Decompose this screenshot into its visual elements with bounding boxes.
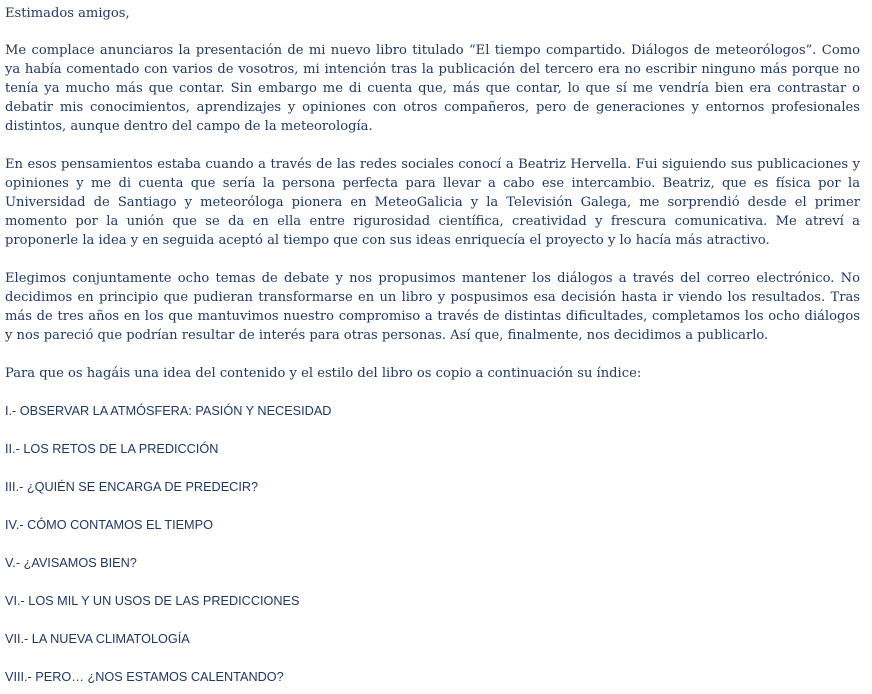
toc-item-4: IV.- CÓMO CONTAMOS EL TIEMPO xyxy=(5,518,213,532)
greeting: Estimados amigos, xyxy=(5,6,130,21)
toc-item-1: I.- OBSERVAR LA ATMÓSFERA: PASIÓN Y NECESIDAD xyxy=(5,404,332,418)
toc-item-8: VIII.- PERO… ¿NOS ESTAMOS CALENTANDO? xyxy=(5,670,284,684)
paragraph-announcement: Me complace anunciaros la presentación de mi nuevo libro titulado “El tiempo compartido. Diálogos de meteorólogos”. Como ya había comentado con varios de vosotros, mi intención tras la publicación del tercero era no escribir ninguno más porque no tenía ya mucho más que contar. Sin embargo me di cuenta que, más que contar, lo que sí me vendría bien era contrastar o debatir mis conocimientos, aprendizajes y opiniones con otros compañeros, pero de generaciones y entornos profesionales distintos, aunque dentro del campo de la meteorología. xyxy=(5,43,860,134)
toc-item-6: VI.- LOS MIL Y UN USOS DE LAS PREDICCIONES xyxy=(5,594,300,608)
toc-item-7: VII.- LA NUEVA CLIMATOLOGÍA xyxy=(5,632,190,646)
paragraph-coauthor: En esos pensamientos estaba cuando a través de las redes sociales conocí a Beatriz Hervella. Fui siguiendo sus publicaciones y opiniones y me di cuenta que sería la persona perfecta para llevar a cabo ese intercambio. Beatriz, que es física por la Universidad de Santiago y meteoróloga pionera en MeteoGalicia y la Televisión Galega, me sorprendió desde el primer momento por la unión que se da en ella entre rigurosidad científica, creatividad y frescura comunicativa. Me atreví a proponerle la idea y en seguida aceptó al tiempo que con sus ideas enriquecía el proyecto y lo hacía más atractivo. xyxy=(5,157,860,248)
toc-item-2: II.- LOS RETOS DE LA PREDICCIÓN xyxy=(5,442,219,456)
paragraph-process: Elegimos conjuntamente ocho temas de debate y nos propusimos mantener los diálogos a través del correo electrónico. No decidimos en principio que pudieran transformarse en un libro y pospusimos esa decisión hasta ir viendo los resultados. Tras más de tres años en los que mantuvimos nuestro compromiso a través de distintas dificultades, completamos los ocho diálogos y nos pareció que podrían resultar de interés para otras personas. Así que, finalmente, nos decidimos a publicarlo. xyxy=(5,271,860,343)
toc-item-3: III.- ¿QUIÉN SE ENCARGA DE PREDECIR? xyxy=(5,480,259,494)
cropped-text-line xyxy=(5,0,365,1)
toc-item-5: V.- ¿AVISAMOS BIEN? xyxy=(5,556,137,570)
paragraph-index-intro: Para que os hagáis una idea del contenido y el estilo del libro os copio a continuación su índice: xyxy=(5,366,642,381)
